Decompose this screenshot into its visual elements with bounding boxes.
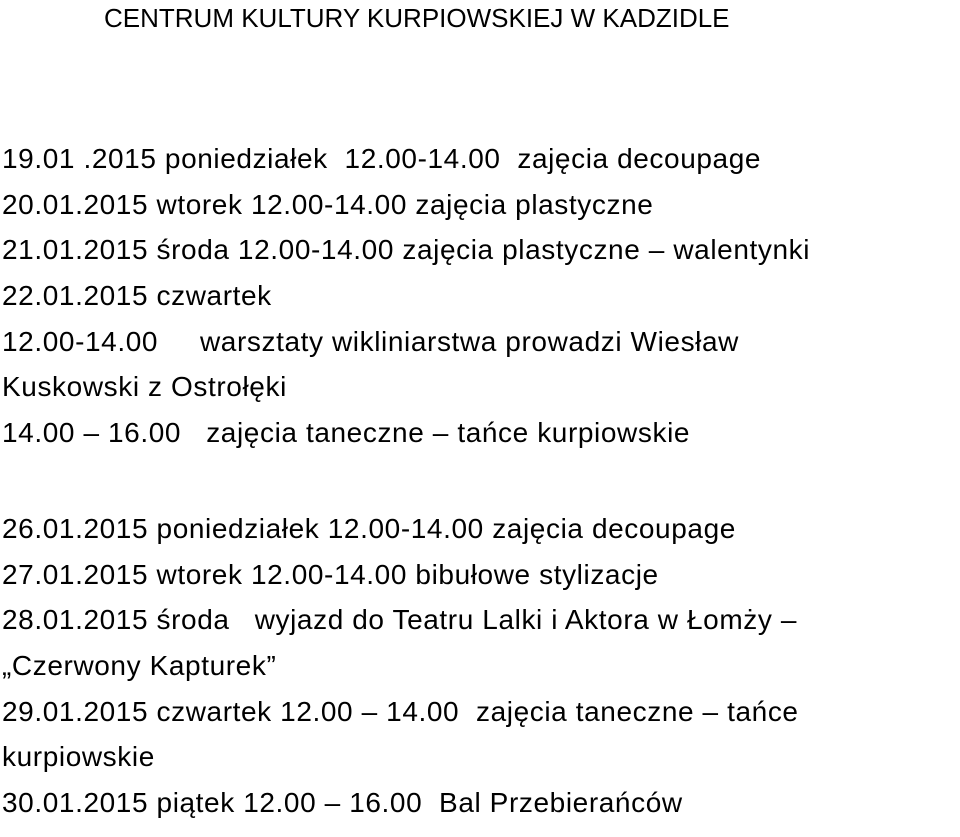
schedule-line: 28.01.2015 środa wyjazd do Teatru Lalki i Aktora w Łomży – — [2, 604, 798, 635]
schedule-line: 26.01.2015 poniedziałek 12.00-14.00 zajęcia decoupage — [2, 513, 736, 544]
schedule-line: 21.01.2015 środa 12.00-14.00 zajęcia plastyczne – walentynki — [2, 234, 811, 265]
schedule-line: kurpiowskie — [2, 741, 155, 772]
schedule-line: 29.01.2015 czwartek 12.00 – 14.00 zajęcia taneczne – tańce — [2, 696, 799, 727]
schedule-line: 19.01 .2015 poniedziałek 12.00-14.00 zajęcia decoupage — [2, 143, 762, 174]
schedule-line: 30.01.2015 piątek 12.00 – 16.00 Bal Przebierańców — [2, 787, 683, 818]
schedule-line: 14.00 – 16.00 zajęcia taneczne – tańce kurpiowskie — [2, 417, 691, 448]
schedule-line: Kuskowski z Ostrołęki — [2, 371, 287, 402]
document-title: CENTRUM KULTURY KURPIOWSKIEJ W KADZIDLE — [104, 3, 730, 33]
schedule-line: 12.00-14.00 warsztaty wikliniarstwa prowadzi Wiesław — [2, 326, 739, 357]
schedule-line: 20.01.2015 wtorek 12.00-14.00 zajęcia plastyczne — [2, 189, 654, 220]
schedule-line: 22.01.2015 czwartek — [2, 280, 272, 311]
schedule-line: 27.01.2015 wtorek 12.00-14.00 bibułowe stylizacje — [2, 559, 659, 590]
schedule-line: „Czerwony Kapturek” — [2, 650, 277, 681]
